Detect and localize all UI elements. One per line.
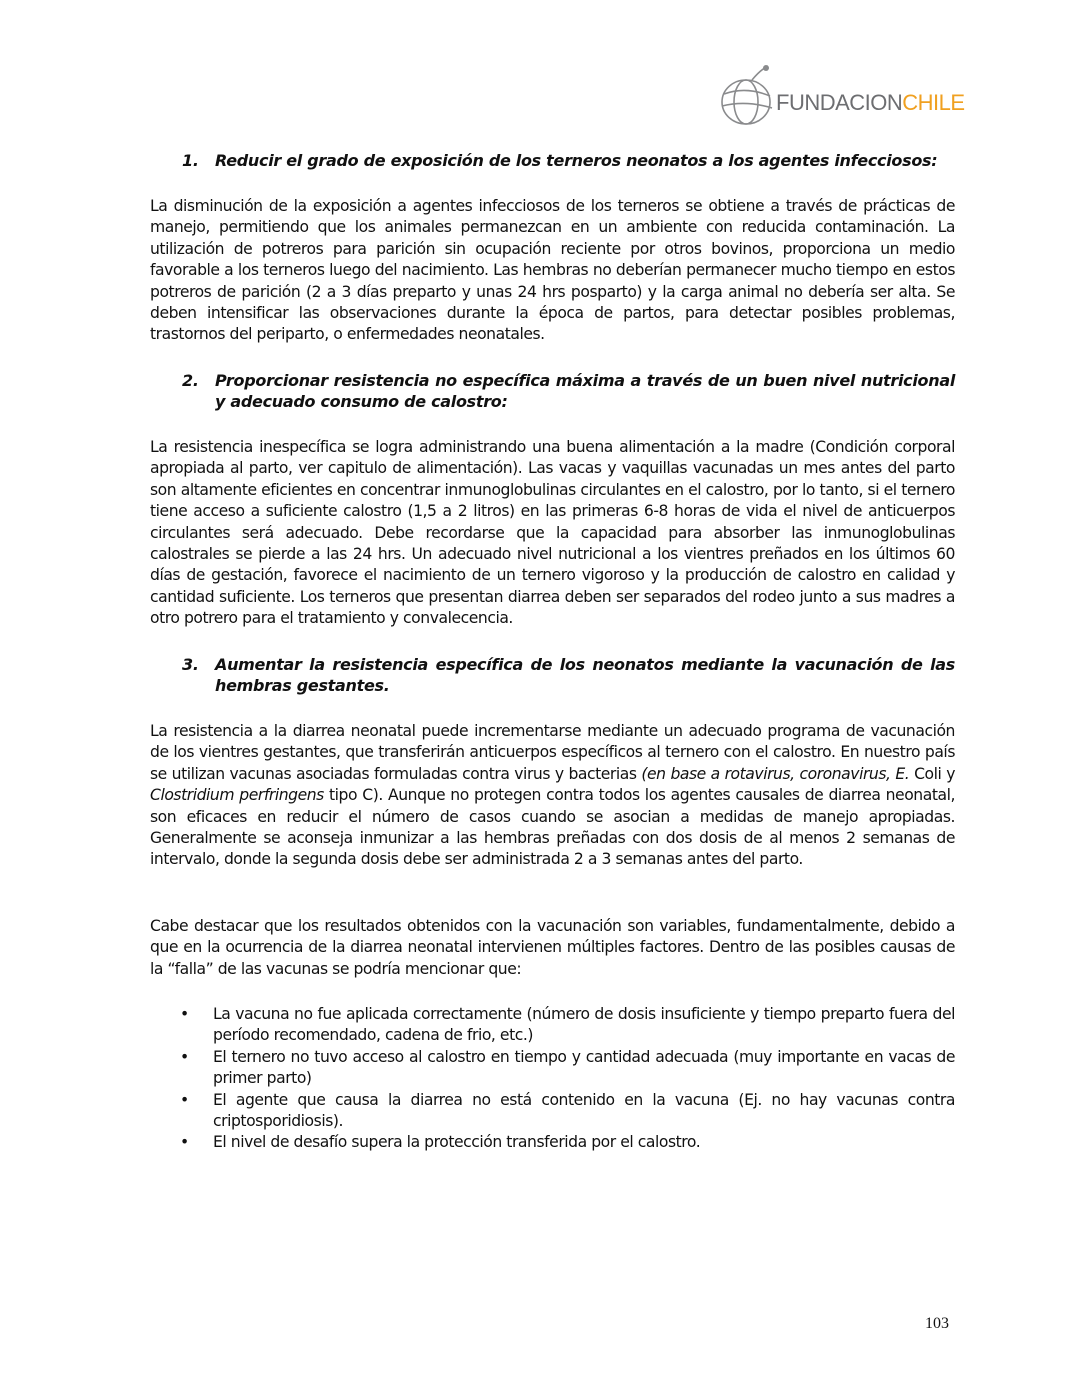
list-item-text: El agente que causa la diarrea no está contenido en la vacuna (Ej. no hay vacunas contra criptosporidiosis). [213,1090,955,1131]
heading-text: Proporcionar resistencia no específica máxima a través de un buen nivel nutricional y adecuado consumo de calostro: [215,371,955,412]
heading-text: Reducir el grado de exposición de los terneros neonatos a los agentes infecciosos: [215,151,938,170]
list-item [150,1090,955,1133]
section-3-heading [182,654,955,697]
list-item-text: La vacuna no fue aplicada correctamente (número de dosis insuficiente y tiempo preparto fuera del período recomendado, cadena de frio, etc.) [213,1005,955,1045]
section-number: 3. [182,655,199,674]
bullet-list [150,1004,955,1154]
list-item-text: El nivel de desafío supera la protección transferida por el calostro. [213,1133,701,1152]
italic-run: Clostridium perfringens [150,786,324,805]
list-item [150,1004,955,1047]
globe-icon [716,62,778,128]
section-3-paragraph-2: Cabe destacar que los resultados obtenidos con la vacunación son variables, fundamentalmente, debido a que en la ocurrencia de la diarrea neonatal intervienen múltiples factores. Dentro de las posibles causas de la “falla” de las vacunas se podría mencionar que: [150,917,955,978]
list-item-text: El ternero no tuvo acceso al calostro en tiempo y cantidad adecuada (muy importante en vacas de primer parto) [213,1047,955,1088]
bullet-icon: • [180,1133,189,1152]
italic-run: (en base a rotavirus, coronavirus, E. [641,764,910,783]
section-2-paragraph: La resistencia inespecífica se logra administrando una buena alimentación a la madre (Condición corporal apropiada al parto, ver capitulo de alimentación). Las vacas y vaquillas vacunadas un mes antes del parto son altamente eficientes en concentrar inmunoglobulinas circulantes en el calostro, por lo tanto, si el ternero tiene acceso a suficiente calostro (1,5 a 2 litros) en las primeras 6-8 horas de vida el nivel de anticuerpos circulantes será adecuado. Debe recordarse que la capacidad para absorber las inmunoglobulinas calostrales se pierde a las 24 hrs. Un adecuado nivel nutricional a los vientres preñados en los últimos 60 días de gestación, favorece el nacimiento de un ternero vigoroso y la producción de calostro en calidad y cantidad suficiente. Los terneros que presentan diarrea deben ser separados del rodeo junto a sus madres a otro potrero para el tratamiento y convalecencia. [150,438,955,628]
section-3-paragraph [150,721,955,871]
section-2-heading [182,370,955,413]
section-number: 1. [182,151,199,170]
logo-part1: FUNDACION [776,90,903,115]
section-number: 2. [182,371,199,390]
bullet-icon: • [180,1090,189,1109]
fundacion-chile-logo [716,62,965,128]
bullet-icon: • [180,1047,189,1066]
logo-wordmark [776,90,965,116]
heading-text: Aumentar la resistencia específica de los neonatos mediante la vacunación de las hembras gestantes. [215,655,955,696]
list-item [150,1132,955,1153]
section-1-heading [182,150,955,171]
list-item [150,1047,955,1090]
text-run: Coli y [909,764,956,783]
text-run: tipo C). Aunque no protegen contra todos los agentes causales de diarrea neonatal, son eficaces en reducir el número de casos cuando se asocian a medidas de manejo apropiadas. Generalmente se aconseja inmunizar a las hembras preñadas con dos dosis de al menos 2 semanas de intervalo, donde la segunda dosis debe ser administrada 2 a 3 semanas antes del parto. [150,786,955,869]
section-1-paragraph: La disminución de la exposición a agentes infecciosos de los terneros se obtiene a través de prácticas de manejo, permitiendo que los animales permanezcan en un ambiente con reducida contaminación. La utilización de potreros para parición sin ocupación reciente por otros bovinos, proporciona un medio favorable a los terneros luego del nacimiento. Las hembras no deberían permanecer mucho tiempo en estos potreros de parición (2 a 3 días preparto y unas 24 hrs posparto) y la carga animal no debería ser alta. Se deben intensificar las observaciones durante la época de partos, para detectar posibles problemas, trastornos del periparto, o enfermedades neonatales. [150,197,955,344]
page-number: 103 [925,1315,949,1332]
logo-part2: CHILE [902,90,965,115]
bullet-icon: • [180,1005,189,1023]
text-run: La resistencia a la diarrea neonatal puede incrementarse mediante un adecuado programa de vacunación de los vientres gestantes, que transferirán anticuerpos específicos al ternero con el calostro. En nuestro país se utilizan vacunas asociadas formuladas contra virus y bacterias [150,722,955,783]
